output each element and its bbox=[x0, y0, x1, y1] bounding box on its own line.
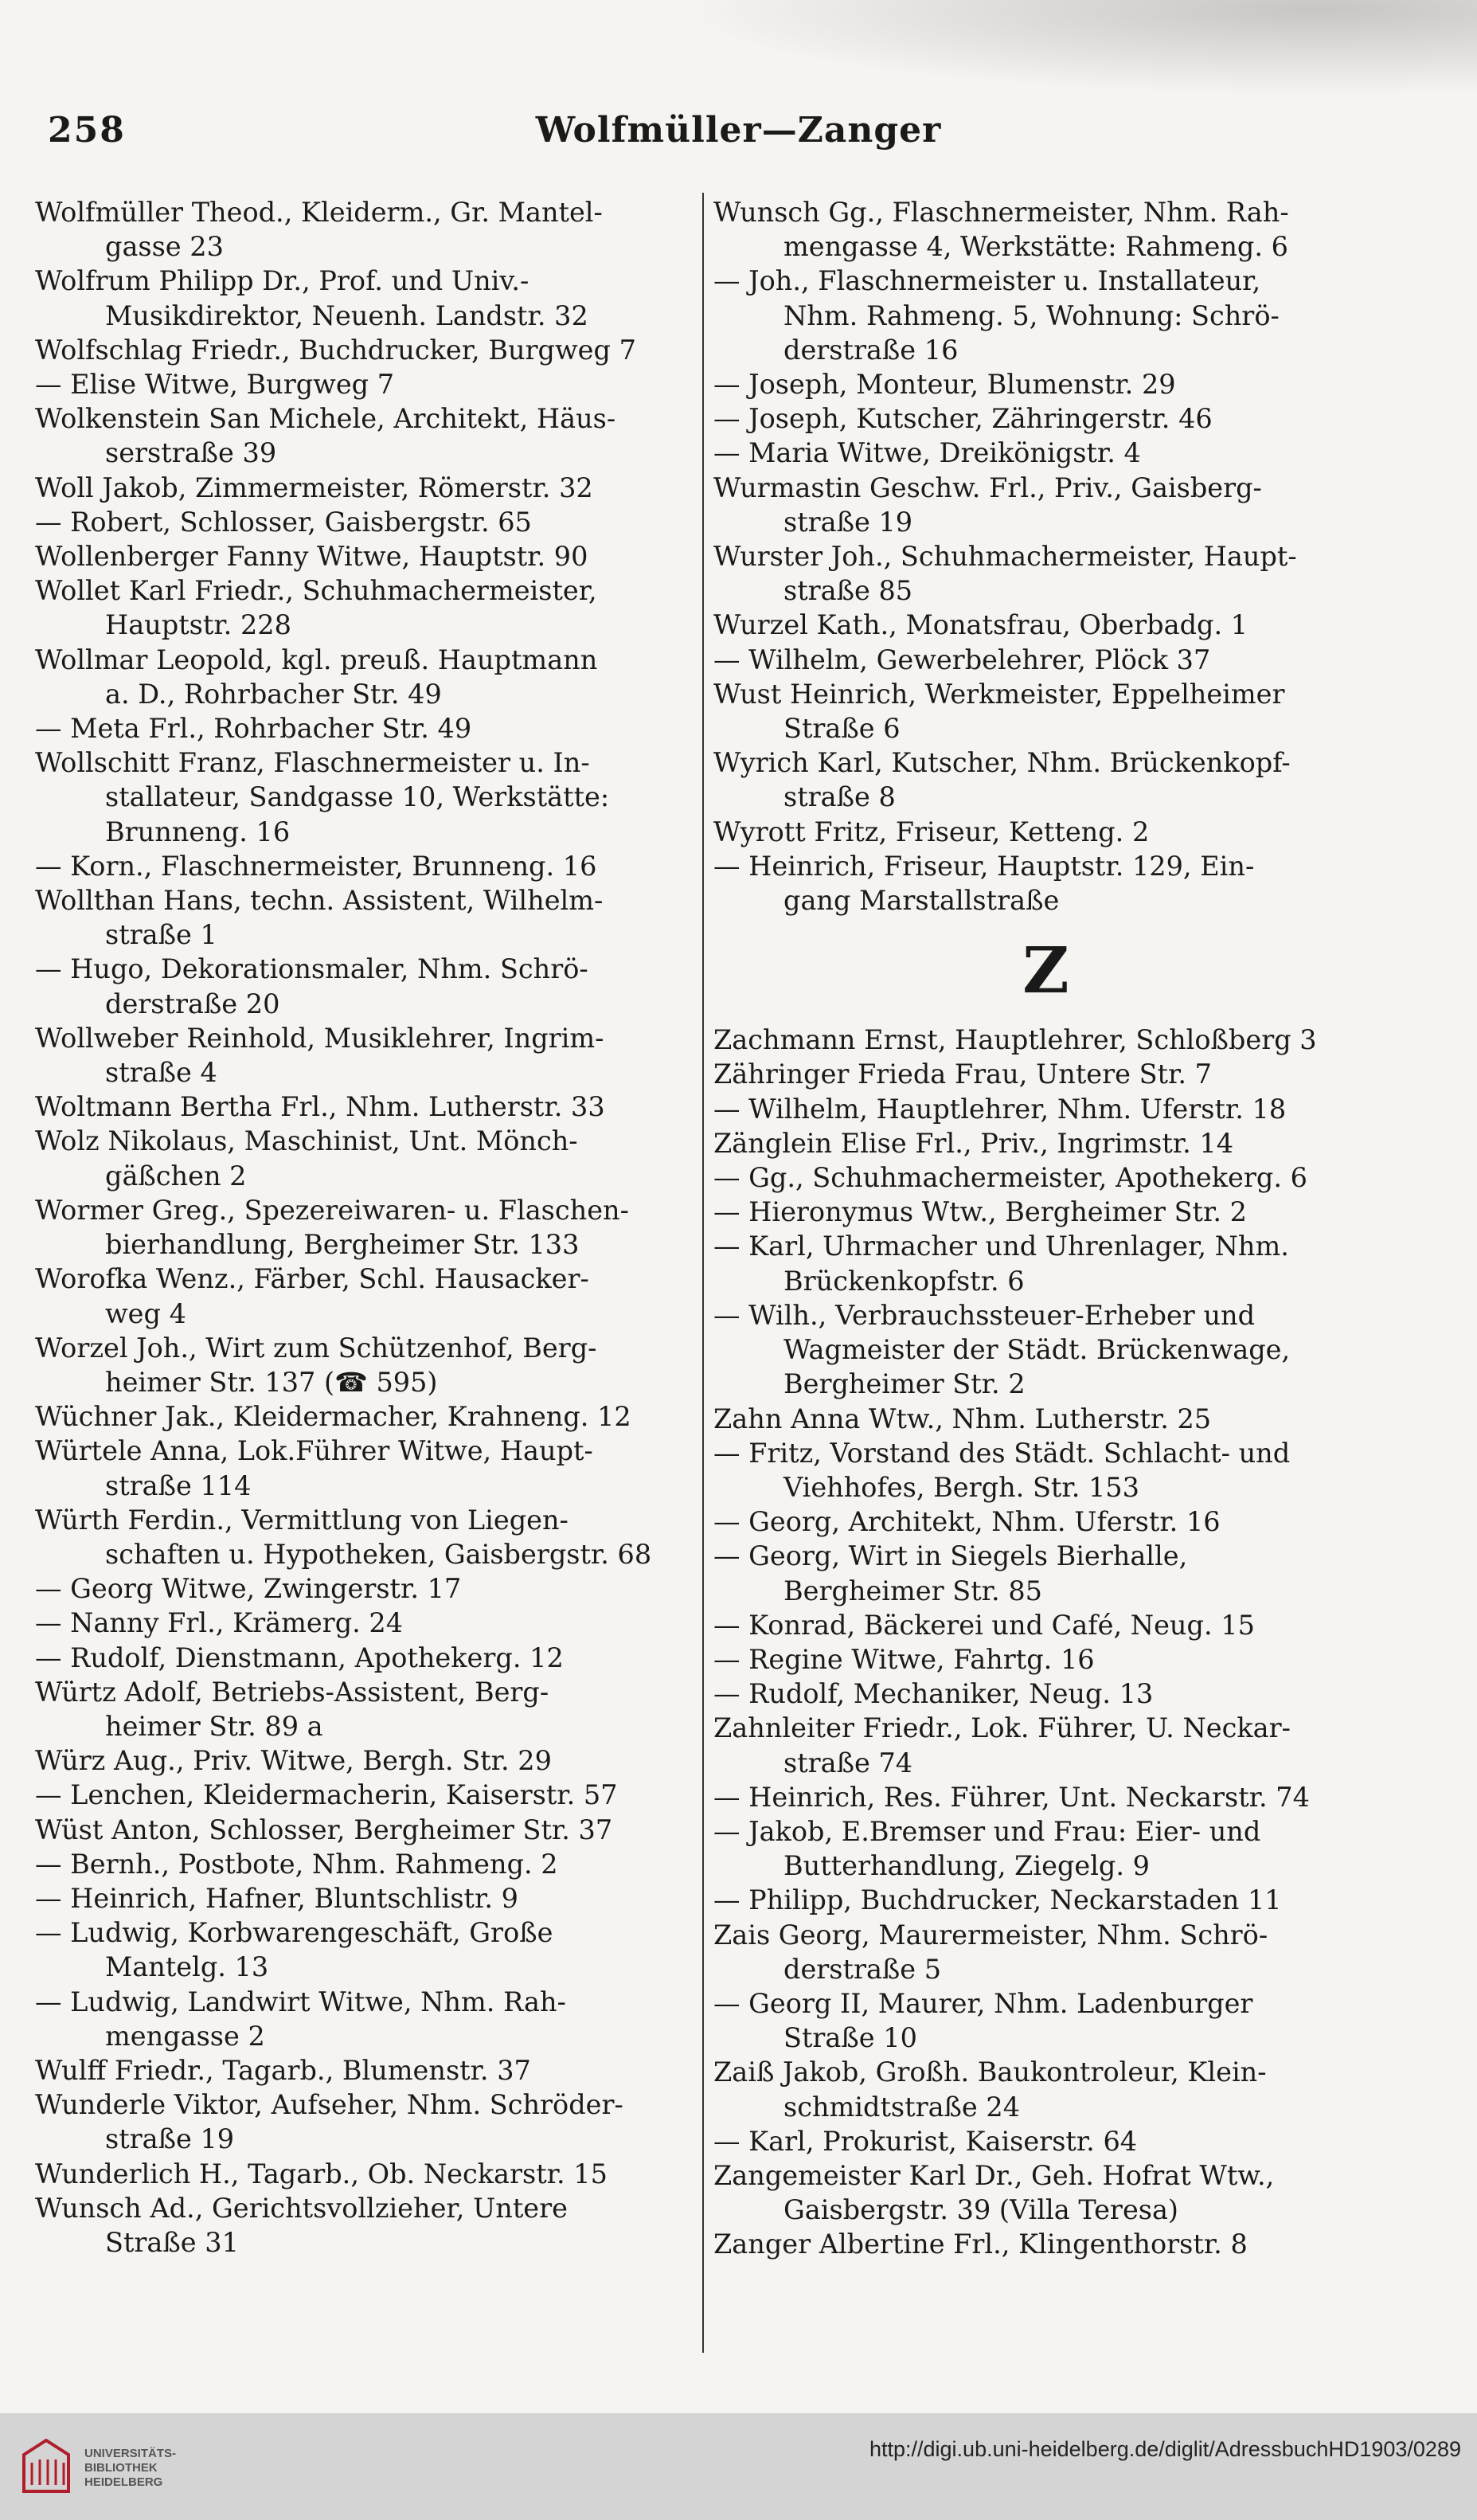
entry-line: Zahnleiter Friedr., Lok. Führer, U. Neckar- bbox=[713, 1712, 1291, 1744]
entry-line: Würz Aug., Priv. Witwe, Bergh. Str. 29 bbox=[35, 1745, 552, 1777]
entry-continuation: Butterhandlung, Ziegelg. 9 bbox=[783, 1850, 1150, 1882]
directory-entry bbox=[35, 1675, 700, 1743]
entry-continuation: Gaisbergstr. 39 (Villa Teresa) bbox=[783, 2194, 1179, 2226]
logo-line: BIBLIOTHEK bbox=[84, 2461, 158, 2475]
entry-continuation: weg 4 bbox=[105, 1297, 186, 1329]
entry-line: Zangemeister Karl Dr., Geh. Hofrat Wtw., bbox=[713, 2159, 1275, 2191]
column-divider bbox=[702, 193, 704, 2353]
entry-continuation: gang Marstallstraße bbox=[783, 885, 1060, 917]
directory-entry bbox=[35, 401, 700, 470]
entry-continuation: a. D., Rohrbacher Str. 49 bbox=[105, 678, 442, 710]
entry-line: — Meta Frl., Rohrbacher Str. 49 bbox=[35, 713, 472, 745]
entry-line: — Georg II, Maurer, Nhm. Ladenburger bbox=[713, 1987, 1253, 2019]
directory-entry bbox=[35, 1021, 700, 1090]
directory-entry bbox=[713, 1298, 1378, 1402]
right-column bbox=[713, 195, 1378, 2262]
directory-entry bbox=[35, 2088, 700, 2156]
entry-line: Wyrott Fritz, Friseur, Ketteng. 2 bbox=[713, 816, 1150, 847]
directory-entry bbox=[713, 643, 1378, 677]
entry-continuation: serstraße 39 bbox=[105, 437, 277, 469]
entry-line: — Heinrich, Hafner, Bluntschlistr. 9 bbox=[35, 1882, 518, 1914]
entry-line: — Fritz, Vorstand des Städt. Schlacht- und bbox=[713, 1437, 1291, 1469]
directory-entry bbox=[35, 1915, 700, 1984]
entry-continuation: Brunneng. 16 bbox=[105, 816, 291, 847]
section-letter: Z bbox=[1022, 933, 1069, 1008]
directory-entry bbox=[35, 1778, 700, 1812]
directory-entry bbox=[35, 1743, 700, 1778]
library-name bbox=[84, 2447, 176, 2490]
directory-entry bbox=[713, 1505, 1378, 1539]
directory-entry bbox=[713, 1642, 1378, 1677]
entry-line: Wollmar Leopold, kgl. preuß. Hauptmann bbox=[35, 644, 598, 675]
entry-line: — Karl, Uhrmacher und Uhrenlager, Nhm. bbox=[713, 1231, 1289, 1262]
directory-entry bbox=[713, 1986, 1378, 2055]
entry-continuation: straße 85 bbox=[783, 575, 913, 607]
directory-entry bbox=[35, 1503, 700, 1571]
entry-line: — Heinrich, Friseur, Hauptstr. 129, Ein- bbox=[713, 850, 1255, 882]
entry-continuation: Straße 10 bbox=[783, 2022, 917, 2054]
entry-line: — Ludwig, Landwirt Witwe, Nhm. Rah- bbox=[35, 1986, 566, 2017]
entry-line: Zähringer Frieda Frau, Untere Str. 7 bbox=[713, 1058, 1212, 1090]
directory-entry bbox=[713, 367, 1378, 401]
directory-entry bbox=[35, 1262, 700, 1330]
directory-entry bbox=[35, 195, 700, 264]
left-column bbox=[35, 195, 700, 2260]
entry-line: Wurzel Kath., Monatsfrau, Oberbadg. 1 bbox=[713, 609, 1248, 641]
directory-entry bbox=[35, 471, 700, 505]
entry-line: Zahn Anna Wtw., Nhm. Lutherstr. 25 bbox=[713, 1403, 1212, 1434]
directory-entry bbox=[713, 1023, 1378, 1057]
entry-continuation: Straße 31 bbox=[105, 2226, 239, 2258]
entry-line: — Georg, Wirt in Siegels Bierhalle, bbox=[713, 1540, 1188, 1572]
page-title: Wolfmüller—Zanger bbox=[535, 110, 942, 151]
directory-entry bbox=[713, 436, 1378, 470]
entry-line: Zachmann Ernst, Hauptlehrer, Schloßberg 3 bbox=[713, 1024, 1317, 1056]
entry-continuation: Straße 6 bbox=[783, 713, 901, 745]
entry-line: Würth Ferdin., Vermittlung von Liegen- bbox=[35, 1504, 569, 1536]
directory-entry bbox=[35, 505, 700, 539]
entry-continuation: Wagmeister der Städt. Brückenwage, bbox=[783, 1334, 1291, 1366]
page-header bbox=[40, 110, 1437, 158]
directory-entry bbox=[713, 677, 1378, 745]
entry-line: — Lenchen, Kleidermacherin, Kaiserstr. 57 bbox=[35, 1779, 618, 1811]
entry-line: Woltmann Bertha Frl., Nhm. Lutherstr. 33 bbox=[35, 1091, 605, 1123]
page-number: 258 bbox=[48, 110, 126, 151]
directory-entry bbox=[713, 539, 1378, 608]
directory-entry bbox=[35, 1331, 700, 1399]
library-seal-icon bbox=[21, 2439, 72, 2495]
directory-entry bbox=[713, 608, 1378, 642]
source-url-link[interactable]: http://digi.ub.uni-heidelberg.de/diglit/AdressbuchHD1903/0289 bbox=[869, 2437, 1461, 2461]
directory-entry bbox=[713, 1918, 1378, 1986]
right-column-z-entries bbox=[713, 1023, 1378, 2261]
entry-continuation: Musikdirektor, Neuenh. Landstr. 32 bbox=[105, 299, 588, 331]
entry-line: Wolfmüller Theod., Kleiderm., Gr. Mantel- bbox=[35, 197, 603, 228]
entry-continuation: Mantelg. 13 bbox=[105, 1951, 269, 1983]
scan-speckle bbox=[681, 0, 1477, 96]
entry-continuation: heimer Str. 89 a bbox=[105, 1710, 323, 1742]
directory-entry bbox=[35, 745, 700, 849]
directory-entry bbox=[35, 539, 700, 573]
directory-entry bbox=[35, 849, 700, 883]
entry-line: Wollenberger Fanny Witwe, Hauptstr. 90 bbox=[35, 541, 588, 573]
directory-entry bbox=[35, 1124, 700, 1192]
entry-line: — Philipp, Buchdrucker, Neckarstaden 11 bbox=[713, 1884, 1282, 1916]
entry-continuation: Viehhofes, Bergh. Str. 153 bbox=[783, 1471, 1139, 1503]
directory-entry bbox=[713, 815, 1378, 849]
entry-continuation: derstraße 16 bbox=[783, 334, 959, 366]
directory-entry bbox=[713, 1539, 1378, 1607]
entry-continuation: straße 8 bbox=[783, 781, 896, 813]
entry-line: Wormer Greg., Spezereiwaren- u. Flaschen- bbox=[35, 1194, 629, 1226]
directory-entry bbox=[713, 1883, 1378, 1917]
entry-line: — Joh., Flaschnermeister u. Installateur, bbox=[713, 265, 1261, 297]
entry-line: Wunsch Gg., Flaschnermeister, Nhm. Rah- bbox=[713, 197, 1289, 228]
directory-entry bbox=[35, 367, 700, 401]
directory-entry bbox=[35, 1399, 700, 1434]
directory-entry bbox=[713, 401, 1378, 436]
entry-line: — Bernh., Postbote, Nhm. Rahmeng. 2 bbox=[35, 1848, 558, 1880]
entry-line: Wollschitt Franz, Flaschnermeister u. In- bbox=[35, 747, 590, 779]
directory-entry bbox=[35, 1434, 700, 1502]
entry-line: — Wilhelm, Hauptlehrer, Nhm. Uferstr. 18 bbox=[713, 1093, 1287, 1125]
entry-continuation: straße 74 bbox=[783, 1747, 913, 1778]
entry-line: — Rudolf, Mechaniker, Neug. 13 bbox=[713, 1678, 1154, 1710]
entry-line: — Ludwig, Korbwarengeschäft, Große bbox=[35, 1917, 553, 1949]
entry-line: Wulff Friedr., Tagarb., Blumenstr. 37 bbox=[35, 2054, 531, 2086]
entry-continuation: schaften u. Hypotheken, Gaisbergstr. 68 bbox=[105, 1538, 652, 1570]
directory-entry bbox=[713, 1092, 1378, 1126]
entry-line: Würtele Anna, Lok.Führer Witwe, Haupt- bbox=[35, 1435, 593, 1467]
entry-line: — Georg Witwe, Zwingerstr. 17 bbox=[35, 1573, 462, 1605]
entry-line: Zänglein Elise Frl., Priv., Ingrimstr. 14 bbox=[713, 1127, 1234, 1159]
directory-entry bbox=[35, 1641, 700, 1675]
entry-line: — Hieronymus Wtw., Bergheimer Str. 2 bbox=[713, 1196, 1247, 1228]
directory-entry bbox=[35, 1985, 700, 2053]
directory-entry bbox=[35, 711, 700, 745]
entry-line: — Konrad, Bäckerei und Café, Neug. 15 bbox=[713, 1609, 1255, 1641]
directory-entry bbox=[35, 1090, 700, 1124]
entry-continuation: Bergheimer Str. 85 bbox=[783, 1575, 1042, 1606]
entry-line: Wunderlich H., Tagarb., Ob. Neckarstr. 15 bbox=[35, 2158, 608, 2189]
entry-continuation: straße 114 bbox=[105, 1469, 252, 1501]
entry-continuation: Nhm. Rahmeng. 5, Wohnung: Schrö- bbox=[783, 299, 1280, 331]
logo-line: UNIVERSITÄTS- bbox=[84, 2447, 177, 2460]
directory-entry bbox=[35, 1571, 700, 1606]
footer-bar bbox=[0, 2413, 1477, 2520]
entry-line: — Jakob, E.Bremser und Frau: Eier- und bbox=[713, 1815, 1261, 1847]
entry-line: — Georg, Architekt, Nhm. Uferstr. 16 bbox=[713, 1506, 1221, 1538]
logo-line: HEIDELBERG bbox=[84, 2475, 163, 2489]
entry-line: — Joseph, Kutscher, Zähringerstr. 46 bbox=[713, 403, 1213, 435]
directory-entry bbox=[35, 952, 700, 1020]
entry-line: — Heinrich, Res. Führer, Unt. Neckarstr. 74 bbox=[713, 1781, 1310, 1813]
entry-line: Wollet Karl Friedr., Schuhmachermeister, bbox=[35, 575, 597, 607]
directory-entry bbox=[713, 849, 1378, 918]
directory-entry bbox=[713, 2227, 1378, 2261]
directory-entry bbox=[713, 1229, 1378, 1297]
directory-entry bbox=[713, 1814, 1378, 1883]
directory-entry bbox=[35, 1606, 700, 1640]
entry-continuation: schmidtstraße 24 bbox=[783, 2091, 1021, 2123]
entry-line: Worzel Joh., Wirt zum Schützenhof, Berg- bbox=[35, 1332, 597, 1364]
entry-line: Wunsch Ad., Gerichtsvollzieher, Untere bbox=[35, 2192, 568, 2224]
entry-line: Wust Heinrich, Werkmeister, Eppelheimer bbox=[713, 678, 1285, 710]
directory-entry bbox=[713, 1402, 1378, 1436]
directory-entry bbox=[35, 1193, 700, 1262]
entry-line: Wüchner Jak., Kleidermacher, Krahneng. 12 bbox=[35, 1401, 631, 1433]
directory-entry bbox=[713, 1160, 1378, 1195]
entry-line: — Regine Witwe, Fahrtg. 16 bbox=[713, 1643, 1095, 1675]
entry-line: Wurster Joh., Schuhmachermeister, Haupt- bbox=[713, 541, 1297, 573]
entry-line: — Karl, Prokurist, Kaiserstr. 64 bbox=[713, 2125, 1138, 2157]
entry-continuation: Hauptstr. 228 bbox=[105, 609, 291, 641]
directory-entry bbox=[713, 264, 1378, 367]
directory-entry bbox=[713, 745, 1378, 814]
entry-continuation: heimer Str. 137 (☎ 595) bbox=[105, 1366, 438, 1398]
directory-entry bbox=[35, 883, 700, 952]
entry-continuation: straße 4 bbox=[105, 1057, 217, 1089]
directory-entry bbox=[713, 1677, 1378, 1711]
entry-line: Wolfschlag Friedr., Buchdrucker, Burgweg 7 bbox=[35, 334, 636, 366]
directory-entry bbox=[713, 1711, 1378, 1779]
entry-continuation: stallateur, Sandgasse 10, Werkstätte: bbox=[105, 781, 610, 813]
directory-entry bbox=[35, 2191, 700, 2260]
entry-line: Zanger Albertine Frl., Klingenthorstr. 8 bbox=[713, 2228, 1248, 2260]
entry-continuation: straße 19 bbox=[105, 2123, 235, 2155]
entry-line: Wolz Nikolaus, Maschinist, Unt. Mönch- bbox=[35, 1125, 578, 1157]
directory-entry bbox=[713, 195, 1378, 264]
entry-continuation: gasse 23 bbox=[105, 231, 224, 263]
directory-entry bbox=[713, 1126, 1378, 1160]
directory-entry bbox=[713, 2158, 1378, 2227]
directory-entry bbox=[713, 1195, 1378, 1229]
library-logo[interactable] bbox=[21, 2436, 196, 2499]
directory-entry bbox=[35, 1881, 700, 1915]
entry-continuation: Bergheimer Str. 2 bbox=[783, 1368, 1026, 1400]
entry-line: — Korn., Flaschnermeister, Brunneng. 16 bbox=[35, 850, 597, 882]
entry-line: Wurmastin Geschw. Frl., Priv., Gaisberg- bbox=[713, 472, 1262, 503]
right-column-w-entries bbox=[713, 195, 1378, 918]
entry-line: Wüst Anton, Schlosser, Bergheimer Str. 37 bbox=[35, 1814, 613, 1845]
entry-line: — Nanny Frl., Krämerg. 24 bbox=[35, 1607, 404, 1639]
entry-line: Worofka Wenz., Färber, Schl. Hausacker- bbox=[35, 1263, 589, 1295]
entry-continuation: straße 1 bbox=[105, 919, 217, 951]
entry-line: — Gg., Schuhmachermeister, Apothekerg. 6 bbox=[713, 1162, 1307, 1194]
entry-line: Wolfrum Philipp Dr., Prof. und Univ.- bbox=[35, 265, 529, 297]
entry-line: Wollweber Reinhold, Musiklehrer, Ingrim- bbox=[35, 1022, 604, 1054]
entry-continuation: bierhandlung, Bergheimer Str. 133 bbox=[105, 1229, 580, 1261]
entry-line: Zais Georg, Maurermeister, Nhm. Schrö- bbox=[713, 1919, 1268, 1951]
directory-entry bbox=[35, 573, 700, 642]
entry-line: Zaiß Jakob, Großh. Baukontroleur, Klein- bbox=[713, 2056, 1267, 2088]
directory-entry bbox=[35, 2053, 700, 2088]
directory-entry bbox=[35, 643, 700, 711]
entry-continuation: mengasse 2 bbox=[105, 2020, 265, 2052]
directory-entry bbox=[713, 1780, 1378, 1814]
directory-entry bbox=[35, 1847, 700, 1881]
entry-line: — Elise Witwe, Burgweg 7 bbox=[35, 369, 395, 401]
entry-continuation: derstraße 5 bbox=[783, 1953, 942, 1985]
directory-entry bbox=[35, 1813, 700, 1847]
directory-entry bbox=[35, 264, 700, 332]
entry-continuation: gäßchen 2 bbox=[105, 1160, 247, 1192]
entry-line: Wyrich Karl, Kutscher, Nhm. Brückenkopf- bbox=[713, 747, 1291, 779]
entry-line: — Wilhelm, Gewerbelehrer, Plöck 37 bbox=[713, 644, 1211, 675]
entry-line: Woll Jakob, Zimmermeister, Römerstr. 32 bbox=[35, 472, 593, 503]
entry-line: — Wilh., Verbrauchssteuer-Erheber und bbox=[713, 1299, 1256, 1331]
directory-entry bbox=[35, 333, 700, 367]
entry-line: Wolkenstein San Michele, Architekt, Häus- bbox=[35, 403, 616, 435]
directory-entry bbox=[713, 1436, 1378, 1505]
entry-line: Wollthan Hans, techn. Assistent, Wilhelm- bbox=[35, 885, 604, 917]
directory-entry bbox=[713, 1608, 1378, 1642]
entry-line: Würtz Adolf, Betriebs-Assistent, Berg- bbox=[35, 1676, 549, 1708]
directory-entry bbox=[713, 471, 1378, 539]
entry-continuation: derstraße 20 bbox=[105, 988, 280, 1019]
directory-entry bbox=[713, 1057, 1378, 1091]
entry-continuation: straße 19 bbox=[783, 506, 913, 538]
directory-entry bbox=[713, 2055, 1378, 2123]
entry-continuation: Brückenkopfstr. 6 bbox=[783, 1265, 1025, 1297]
entry-line: — Rudolf, Dienstmann, Apothekerg. 12 bbox=[35, 1642, 564, 1673]
directory-entry bbox=[713, 2124, 1378, 2158]
entry-continuation: mengasse 4, Werkstätte: Rahmeng. 6 bbox=[783, 231, 1288, 263]
entry-line: — Maria Witwe, Dreikönigstr. 4 bbox=[713, 437, 1141, 469]
entry-line: — Robert, Schlosser, Gaisbergstr. 65 bbox=[35, 506, 532, 538]
entry-line: Wunderle Viktor, Aufseher, Nhm. Schröder- bbox=[35, 2089, 623, 2121]
entry-line: — Joseph, Monteur, Blumenstr. 29 bbox=[713, 369, 1176, 401]
entry-line: — Hugo, Dekorationsmaler, Nhm. Schrö- bbox=[35, 953, 588, 985]
directory-entry bbox=[35, 2157, 700, 2191]
